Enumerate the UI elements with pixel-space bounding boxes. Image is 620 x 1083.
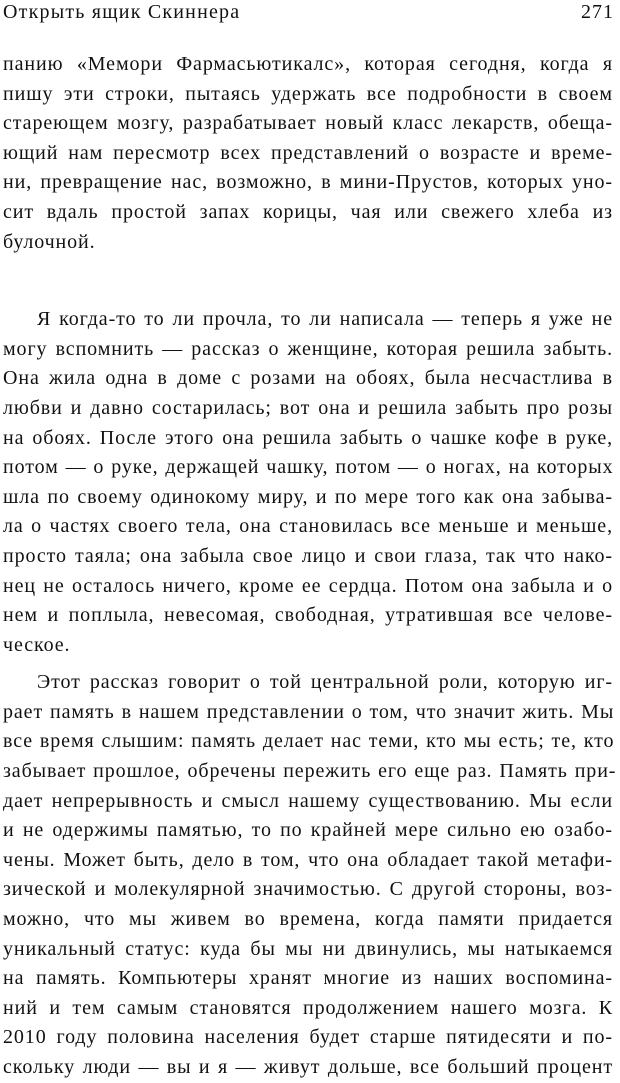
text-line: дает непрерывность и смысл нашему существованию. Мы если <box>3 789 613 812</box>
text-line: скольку люди — вы и я — живут дольше, все больший процент <box>3 1056 613 1078</box>
text-line: чены. Может быть, дело в том, что она обладает такой метафи- <box>3 848 613 871</box>
text-line: просто таяла; она забыла свое лицо и свои глаза, так что нако- <box>3 544 613 567</box>
text-line: шла по своему одинокому миру, и по мере того как она забыва- <box>3 485 613 508</box>
text-line: ни, превращение нас, возможно, в мини-Прустов, которых уно- <box>3 171 613 194</box>
text-line: на обоях. После этого она решила забыть о чашке кофе в руке, <box>3 426 613 449</box>
page-number: 271 <box>581 1 614 23</box>
text-line: и не одержимы памятью, то по крайней мере сильно ею озабо- <box>3 819 613 842</box>
paragraph-3 <box>3 668 617 1082</box>
paragraph-1 <box>3 50 613 257</box>
text-line: ющий нам пересмотр всех представлений о возрасте и време- <box>3 141 613 164</box>
text-line: 2010 году половина населения будет старше пятидесяти и по- <box>3 1026 613 1049</box>
text-line: все время слышим: память делает нас теми, кто мы есть; те, кто <box>3 730 615 753</box>
text-line: забывает прошлое, обречены пережить его еще раз. Память при- <box>3 760 617 783</box>
text-line: любви и давно состарилась; вот она и решила забыть про розы <box>3 396 613 419</box>
text-line: на память. Компьютеры хранят многие из наших воспомина- <box>3 967 613 990</box>
text-line: ний и тем самым становятся продолжением нашего мозга. К <box>3 996 613 1019</box>
text-line: рает память в нашем представлении о том, что значит жить. Мы <box>3 700 615 723</box>
text-line: нец не осталось ничего, кроме ее сердца. Потом она забыла и о <box>3 574 613 597</box>
text-line: стареющем мозгу, разрабатывает новый класс лекарств, обеща- <box>3 112 613 135</box>
text-line: булочной. <box>3 230 96 253</box>
text-line: пишу эти строки, пытаясь удержать все подробности в своем <box>3 82 613 105</box>
text-line: уникальный статус: куда бы мы ни двинулись, мы натыкаемся <box>3 937 613 960</box>
text-line: можно, что мы живем во времена, когда памяти придается <box>3 908 613 931</box>
text-line: нем и поплыла, невесомая, свободная, утратившая все челове- <box>3 604 613 627</box>
text-line: потом — о руке, держащей чашку, потом — о ногах, на которых <box>3 456 614 479</box>
running-title: Открыть ящик Скиннера <box>3 1 241 23</box>
text-line: зической и молекулярной значимостью. С другой стороны, воз- <box>3 878 613 901</box>
text-line: Она жила одна в доме с розами на обоях, была несчастлива в <box>3 367 613 390</box>
running-header <box>3 0 614 24</box>
text-line: могу вспомнить — рассказ о женщине, которая решила забыть. <box>3 337 613 360</box>
text-line: Этот рассказ говорит о той центральной роли, которую иг- <box>37 671 613 694</box>
text-line: панию «Мемори Фармасьютикалс», которая сегодня, когда я <box>3 53 613 75</box>
text-line: ческое. <box>3 633 71 656</box>
text-body <box>3 50 617 1083</box>
text-line: ла о частях своего тела, она становилась все меньше и меньше, <box>3 515 613 538</box>
text-line: сит вдаль простой запах корицы, чая или свежего хлеба из <box>3 200 613 223</box>
paragraph-2 <box>3 305 613 660</box>
text-line: Я когда-то то ли прочла, то ли написала — теперь я уже не <box>37 308 613 331</box>
